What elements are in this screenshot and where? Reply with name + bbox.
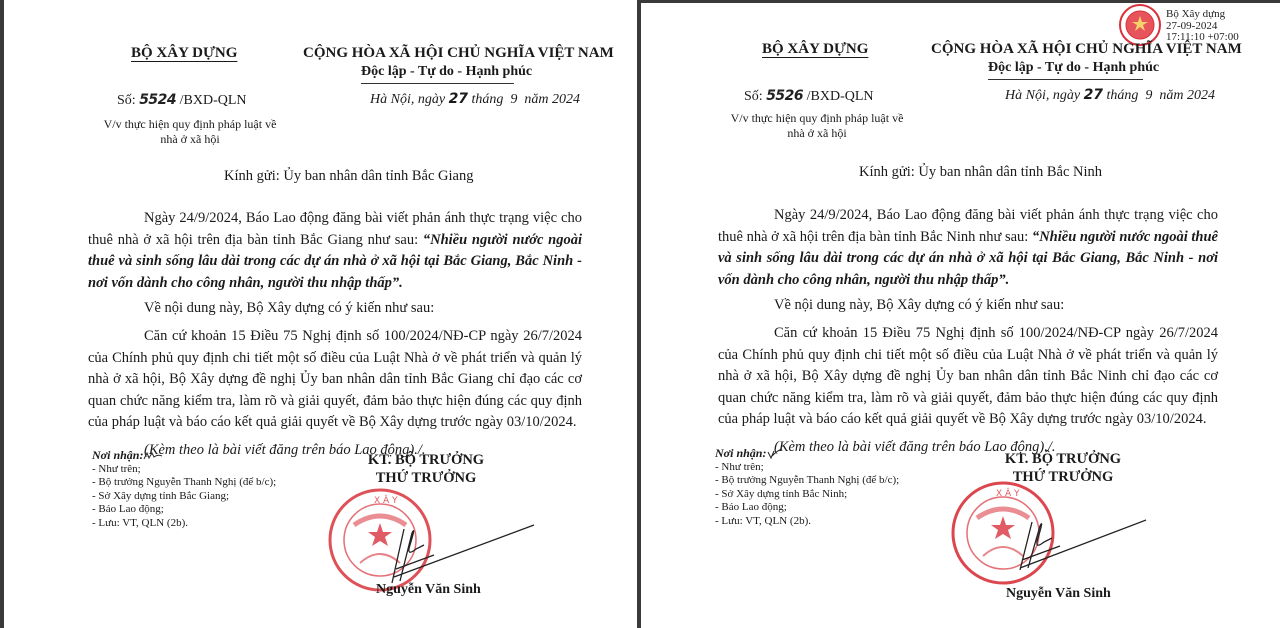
paragraph-1-quote: “Nhiều người nước ngoài thuê và sinh sống lâu dài trong các dự án nhà ở xã hội tại Bắc Giang, Bắc Ninh - nơi vốn dành cho công nhân, người thu nhập thấp”. [718,228,1218,288]
document-bac-giang [4,0,637,628]
document-number [117,92,247,109]
sign-title-line-2: THỨ TRƯỞNG [1012,469,1114,485]
esign-time: 17:11:10 +07:00 [1166,31,1239,43]
body [88,208,582,462]
nation-title: CỘNG HÒA XÃ HỘI CHỦ NGHĨA VIỆT NAM [303,45,614,61]
receivers-block [715,447,899,529]
subject [717,111,917,141]
recipient: Kính gửi: Ủy ban nhân dân tỉnh Bắc Giang [224,168,474,184]
attachment-note: (Kèm theo là bài viết đăng trên báo Lao động)./. [144,441,426,458]
doc-number-handwritten: 5526 [766,88,804,104]
receivers-title: Nơi nhận: [92,448,144,462]
receiver-item: - Sở Xây dựng tỉnh Bắc Ninh; [715,487,848,500]
doc-number-suffix: /BXD-QLN [179,93,247,108]
receiver-item: - Bộ trưởng Nguyễn Thanh Nghị (để b/c); [92,476,277,489]
subject-line-1: V/v thực hiện quy định pháp luật về [730,111,904,125]
paragraph-1-text: Ngày 24/9/2024, Báo Lao động đăng bài viết phản ánh thực trạng việc cho thuê nhà ở xã hội trên địa bàn tỉnh Bắc Giang như sau: [88,210,582,248]
receivers-block [92,449,276,531]
official-seal-icon [948,478,1168,588]
attachment-note: (Kèm theo là bài viết đăng trên báo Lao động)./. [774,438,1056,455]
document-date [1005,87,1215,104]
receiver-item: - Như trên; [715,460,764,473]
paragraph-1-text: Ngày 24/9/2024, Báo Lao động đăng bài viết phản ánh thực trạng việc cho thuê nhà ở xã hội trên địa bàn tỉnh Bắc Ninh như sau: [718,207,1218,245]
doc-number-label: Số: [744,89,763,104]
signer-name: Nguyễn Văn Sinh [376,582,481,597]
receiver-item: - Lưu: VT, QLN (2b). [715,514,811,527]
esign-org: Bộ Xây dựng [1166,8,1226,20]
doc-number-handwritten: 5524 [139,92,177,108]
motto-underline [988,79,1143,80]
subject [90,117,290,147]
receivers-title: Nơi nhận: [715,446,767,460]
motto-underline [361,83,514,84]
doc-number-label: Số: [117,93,136,108]
subject-line-1: V/v thực hiện quy định pháp luật về [103,117,277,131]
digital-signature-info [1166,9,1239,44]
receiver-item: - Lưu: VT, QLN (2b). [92,516,188,529]
paragraph-3: Căn cứ khoản 15 Điều 75 Nghị định số 100/2024/NĐ-CP ngày 26/7/2024 của Chính phủ quy định chi tiết một số điều của Luật Nhà ở về phát triển và quản lý nhà ở xã hội, Bộ Xây dựng đề nghị Ủy ban nhân dân tỉnh Bắc Ninh chỉ đạo các cơ quan chức năng kiểm tra, làm rõ và giải quyết, đảm bảo thực hiện đúng các quy định của pháp luật và báo cáo kết quả giải quyết về Bộ Xây dựng trước ngày 03/10/2024. [718,324,1218,428]
esign-date: 27-09-2024 [1166,19,1218,32]
initials-mark-icon [766,448,784,460]
subject-line-2: nhà ở xã hội [160,132,220,146]
motto: Độc lập - Tự do - Hạnh phúc [988,60,1160,75]
ministry-name: BỘ XÂY DỰNG [762,41,869,57]
document-bac-ninh [641,0,1280,628]
sign-title-line-1: KT. BỘ TRƯỞNG [1004,451,1122,467]
official-seal-icon [324,485,554,595]
motto: Độc lập - Tự do - Hạnh phúc [361,64,533,79]
paragraph-2: Về nội dung này, Bộ Xây dựng có ý kiến như sau: [774,297,1065,314]
document-number [744,88,874,105]
paragraph-2: Về nội dung này, Bộ Xây dựng có ý kiến như sau: [144,300,435,317]
paragraph-3: Căn cứ khoản 15 Điều 75 Nghị định số 100/2024/NĐ-CP ngày 26/7/2024 của Chính phủ quy định chi tiết một số điều của Luật Nhà ở về phát triển và quản lý nhà ở xã hội, Bộ Xây dựng đề nghị Ủy ban nhân dân tỉnh Bắc Giang chỉ đạo các cơ quan chức năng kiểm tra, làm rõ và giải quyết, đảm bảo thực hiện đúng các quy định của pháp luật và báo cáo kết quả giải quyết về Bộ Xây dựng trước ngày 03/10/2024. [88,327,582,431]
date-suffix: tháng 9 năm 2024 [1106,88,1216,103]
document-date [370,91,580,108]
paragraph-1 [88,208,582,294]
recipient: Kính gửi: Ủy ban nhân dân tỉnh Bắc Ninh [859,164,1103,180]
paragraph-1-quote: “Nhiều người nước ngoài thuê và sinh sống lâu dài trong các dự án nhà ở xã hội tại Bắc Giang, Bắc Ninh - nơi vốn dành cho công nhân, người thu nhập thấp”. [88,231,582,291]
paragraph-1 [718,205,1218,291]
signer-name: Nguyễn Văn Sinh [1006,586,1111,601]
svg-text:X Â Y: X Â Y [996,489,1020,499]
sign-title-line-1: KT. BỘ TRƯỞNG [367,452,485,468]
receiver-item: - Như trên; [92,462,141,475]
body [718,205,1218,459]
subject-line-2: nhà ở xã hội [787,126,847,140]
receiver-item: - Bộ trưởng Nguyễn Thanh Nghị (để b/c); [715,474,900,487]
receiver-item: - Sở Xây dựng tỉnh Bắc Giang; [92,489,230,502]
receiver-item: - Báo Lao động; [92,503,164,516]
date-day-handwritten: 27 [448,91,469,107]
date-day-handwritten: 27 [1083,87,1104,103]
signature-title [356,451,496,487]
date-prefix: Hà Nội, ngày [370,92,446,107]
nation-title: CỘNG HÒA XÃ HỘI CHỦ NGHĨA VIỆT NAM [931,41,1242,57]
doc-number-suffix: /BXD-QLN [806,89,874,104]
ministry-name: BỘ XÂY DỰNG [131,45,238,61]
svg-text:X Â Y: X Â Y [374,496,398,506]
initials-mark-icon [143,451,163,461]
date-suffix: tháng 9 năm 2024 [471,92,581,107]
receiver-item: - Báo Lao động; [715,501,787,514]
date-prefix: Hà Nội, ngày [1005,88,1081,103]
sign-title-line-2: THỨ TRƯỞNG [375,470,477,486]
